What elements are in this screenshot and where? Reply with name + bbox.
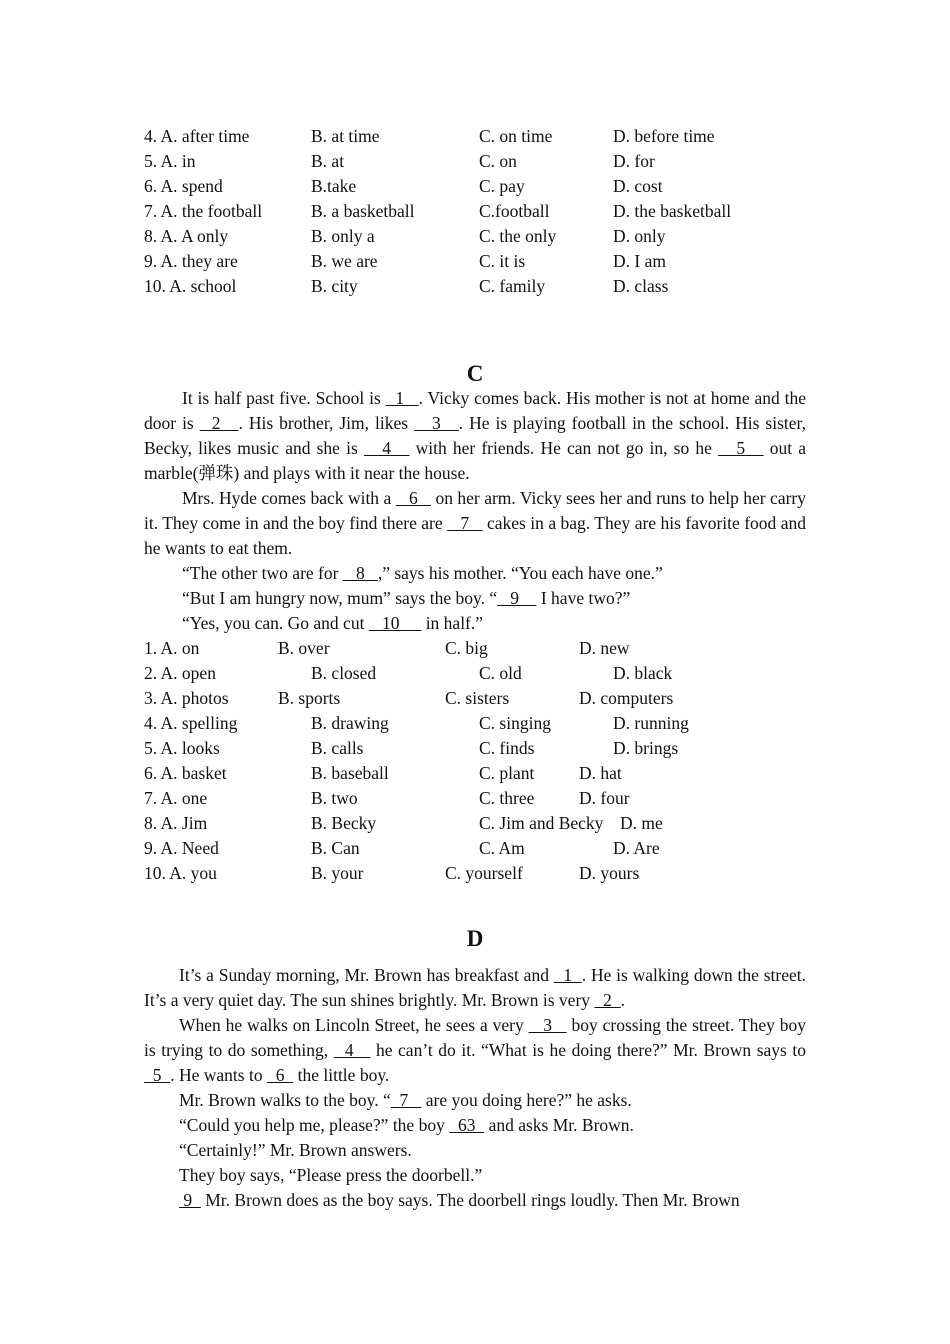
- worksheet-page: [144, 124, 806, 1213]
- section-c-paragraph-3: “The other two are for 8 ,” says his mother. “You each have one.”: [182, 563, 663, 583]
- option-b: B. a basketball: [311, 201, 415, 221]
- option-a: 6. A. spend: [144, 176, 223, 196]
- option-d: D. black: [613, 663, 673, 683]
- option-a: 7. A. the football: [144, 201, 263, 221]
- option-row: [144, 761, 806, 786]
- option-d: D. I am: [613, 251, 666, 271]
- section-c-heading: C: [466, 361, 484, 386]
- option-a: 4. A. after time: [144, 126, 250, 146]
- option-b: B. Can: [311, 838, 360, 858]
- option-c: C. sisters: [445, 688, 510, 708]
- option-c: C. family: [479, 276, 546, 296]
- option-b: B. city: [311, 276, 358, 296]
- blank-9: 9: [497, 588, 537, 608]
- option-d: D. running: [613, 713, 689, 733]
- blank-9: 9: [179, 1190, 201, 1210]
- option-a: 9. A. they are: [144, 251, 238, 271]
- option-a: 7. A. one: [144, 788, 208, 808]
- option-d: D. before time: [613, 126, 715, 146]
- blank-1: 1: [385, 388, 419, 408]
- option-b: B. two: [311, 788, 358, 808]
- option-c: C. singing: [479, 713, 551, 733]
- section-c-paragraph-5: “Yes, you can. Go and cut 10 in half.”: [182, 613, 484, 633]
- option-b: B. drawing: [311, 713, 389, 733]
- option-b: B. sports: [278, 688, 341, 708]
- section-d-paragraph-5: “Certainly!” Mr. Brown answers.: [179, 1140, 412, 1160]
- option-a: 8. A. Jim: [144, 813, 208, 833]
- option-a: 9. A. Need: [144, 838, 219, 858]
- option-b: B. calls: [311, 738, 364, 758]
- option-row: [144, 149, 806, 174]
- section-d-paragraph-4: “Could you help me, please?” the boy 63 and asks Mr. Brown.: [179, 1115, 634, 1135]
- blank-8: 63: [449, 1115, 485, 1135]
- blank-10: 10: [368, 613, 422, 633]
- option-row: [144, 636, 806, 661]
- option-b: B. we are: [311, 251, 378, 271]
- option-d: D. new: [579, 638, 630, 658]
- option-c: C. it is: [479, 251, 526, 271]
- option-a: 2. A. open: [144, 663, 216, 683]
- blank-3: 3: [414, 413, 459, 433]
- section-d-paragraph-1: It’s a Sunday morning, Mr. Brown has breakfast and 1 . He is walking down the street. It’s a very quiet day. The sun shines brightly. Mr. Brown is very 2 .: [144, 965, 807, 1010]
- option-c: C. three: [479, 788, 535, 808]
- option-c: C. Jim and Becky: [479, 813, 604, 833]
- blank-6: 6: [395, 488, 432, 508]
- blank-1: 1: [553, 965, 582, 985]
- option-row: [144, 711, 806, 736]
- section-d-paragraph-3: Mr. Brown walks to the boy. “ 7 are you doing here?” he asks.: [179, 1090, 632, 1110]
- section-c-options: [144, 636, 806, 886]
- option-d: D. four: [579, 788, 630, 808]
- option-row: [144, 199, 806, 224]
- option-row: [144, 274, 806, 299]
- section-c-paragraph-2: Mrs. Hyde comes back with a 6 on her arm. Vicky sees her and runs to help her carry it. They come in and the boy find there are 7 cakes in a bag. They are his favorite food and he wants to eat them.: [144, 488, 807, 558]
- option-c: C. finds: [479, 738, 535, 758]
- section-d-heading: D: [466, 926, 484, 951]
- option-d: D. only: [613, 226, 666, 246]
- option-c: C. on time: [479, 126, 553, 146]
- option-c: C. plant: [479, 763, 535, 783]
- blank-2: 2: [199, 413, 239, 433]
- option-row: [144, 249, 806, 274]
- option-b: B. at: [311, 151, 345, 171]
- option-a: 5. A. in: [144, 151, 196, 171]
- option-d: D. brings: [613, 738, 679, 758]
- option-row: [144, 736, 806, 761]
- option-b: B. over: [278, 638, 330, 658]
- option-row: [144, 686, 806, 711]
- option-d: D. the basketball: [613, 201, 732, 221]
- option-b: B. only a: [311, 226, 375, 246]
- option-b: B. Becky: [311, 813, 377, 833]
- option-b: B. at time: [311, 126, 380, 146]
- option-b: B. baseball: [311, 763, 389, 783]
- blank-8: 8: [342, 563, 378, 583]
- option-c: C. old: [479, 663, 522, 683]
- option-a: 10. A. school: [144, 276, 237, 296]
- blank-3: 3: [528, 1015, 567, 1035]
- option-c: C. pay: [479, 176, 525, 196]
- option-a: 6. A. basket: [144, 763, 227, 783]
- option-c: C. the only: [479, 226, 557, 246]
- option-d: D. class: [613, 276, 669, 296]
- option-row: [144, 861, 806, 886]
- section-b-options: [144, 124, 806, 299]
- option-c: C. Am: [479, 838, 525, 858]
- option-b: B. your: [311, 863, 364, 883]
- option-row: [144, 836, 806, 861]
- option-d: D. cost: [613, 176, 663, 196]
- option-a: 5. A. looks: [144, 738, 220, 758]
- option-row: [144, 786, 806, 811]
- blank-4: 4: [333, 1040, 371, 1060]
- option-b: B.take: [311, 176, 357, 196]
- option-d: D. for: [613, 151, 655, 171]
- section-d-paragraph-2: When he walks on Lincoln Street, he sees a very 3 boy crossing the street. They boy is trying to do something, 4 he can’t do it. “What is he doing there?” Mr. Brown says to 5 . He wants to 6 the little boy.: [144, 1015, 807, 1085]
- option-d: D. computers: [579, 688, 674, 708]
- option-d: D. hat: [579, 763, 622, 783]
- option-d: D. me: [620, 813, 663, 833]
- blank-6: 6: [266, 1065, 294, 1085]
- blank-5: 5: [718, 438, 764, 458]
- option-d: D. yours: [579, 863, 640, 883]
- option-c: C.football: [479, 201, 550, 221]
- option-row: [144, 661, 806, 686]
- option-c: C. yourself: [445, 863, 523, 883]
- option-row: [144, 811, 806, 836]
- option-d: D. Are: [613, 838, 660, 858]
- option-c: C. big: [445, 638, 488, 658]
- section-d-paragraph-6: They boy says, “Please press the doorbell.”: [179, 1165, 483, 1185]
- section-d-paragraph-7: 9 Mr. Brown does as the boy says. The doorbell rings loudly. Then Mr. Brown: [179, 1190, 740, 1210]
- blank-7: 7: [447, 513, 483, 533]
- option-c: C. on: [479, 151, 517, 171]
- blank-4: 4: [363, 438, 410, 458]
- section-c-paragraph-4: “But I am hungry now, mum” says the boy. “ 9 I have two?”: [182, 588, 631, 608]
- option-row: [144, 224, 806, 249]
- option-row: [144, 174, 806, 199]
- blank-2: 2: [594, 990, 621, 1010]
- option-a: 10. A. you: [144, 863, 217, 883]
- option-a: 4. A. spelling: [144, 713, 238, 733]
- option-b: B. closed: [311, 663, 377, 683]
- option-a: 1. A. on: [144, 638, 200, 658]
- section-c-paragraph-1: It is half past five. School is 1 . Vicky comes back. His mother is not at home and the door is 2 . His brother, Jim, likes 3 . He is playing football in the school. His sister, Becky, likes music and she is 4 with her friends. He can not go in, so he 5 out a marble(弹珠) and plays with it near the house.: [144, 388, 807, 483]
- option-row: [144, 124, 806, 149]
- option-a: 8. A. A only: [144, 226, 229, 246]
- blank-5: 5: [144, 1065, 171, 1085]
- option-a: 3. A. photos: [144, 688, 229, 708]
- blank-7: 7: [390, 1090, 422, 1110]
